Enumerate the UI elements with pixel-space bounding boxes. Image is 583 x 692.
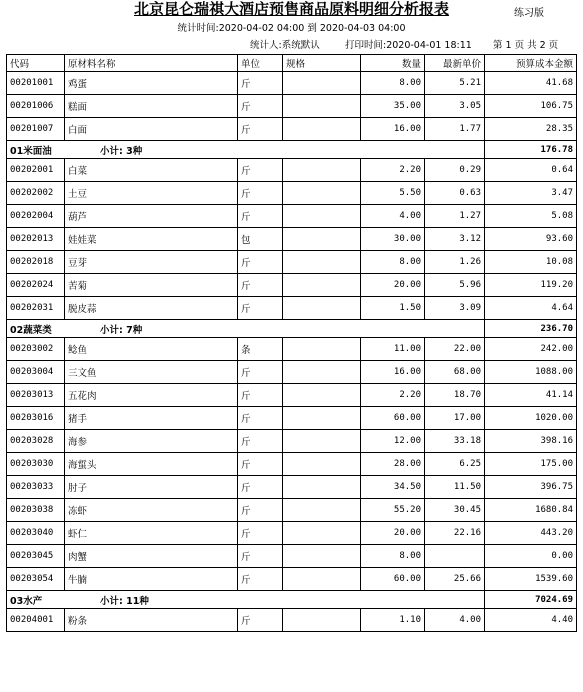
cell-unit: 斤 bbox=[238, 95, 283, 118]
cell-code: 00202013 bbox=[7, 228, 65, 251]
cell-spec bbox=[283, 72, 361, 95]
cell-spec bbox=[283, 568, 361, 591]
cell-qty: 1.50 bbox=[361, 297, 425, 320]
cell-spec bbox=[283, 228, 361, 251]
cell-unit: 斤 bbox=[238, 205, 283, 228]
cell-spec bbox=[283, 338, 361, 361]
cell-code: 00203028 bbox=[7, 430, 65, 453]
table-row bbox=[7, 205, 577, 228]
cell-spec bbox=[283, 545, 361, 568]
cell-amount: 175.00 bbox=[485, 453, 577, 476]
cell-name: 苦菊 bbox=[65, 274, 238, 297]
period-label: 统计时间: bbox=[177, 23, 219, 34]
table-row bbox=[7, 453, 577, 476]
edition-label: 练习版 bbox=[514, 8, 544, 19]
table-row bbox=[7, 118, 577, 141]
cell-unit: 斤 bbox=[238, 361, 283, 384]
subtotal-amount: 176.78 bbox=[485, 141, 577, 159]
cell-price: 22.16 bbox=[425, 522, 485, 545]
report-table bbox=[6, 54, 577, 632]
table-row bbox=[7, 430, 577, 453]
table-row bbox=[7, 476, 577, 499]
cell-price: 1.27 bbox=[425, 205, 485, 228]
cell-spec bbox=[283, 95, 361, 118]
cell-amount: 10.08 bbox=[485, 251, 577, 274]
cell-price: 3.12 bbox=[425, 228, 485, 251]
cell-code: 00203016 bbox=[7, 407, 65, 430]
cell-name: 肘子 bbox=[65, 476, 238, 499]
cell-price: 30.45 bbox=[425, 499, 485, 522]
cell-price: 3.09 bbox=[425, 297, 485, 320]
cell-name: 鲶鱼 bbox=[65, 338, 238, 361]
cell-code: 00203045 bbox=[7, 545, 65, 568]
cell-code: 00201006 bbox=[7, 95, 65, 118]
table-row bbox=[7, 72, 577, 95]
page-info: 第 1 页 共 2 页 bbox=[493, 40, 559, 51]
cell-qty: 8.00 bbox=[361, 251, 425, 274]
cell-spec bbox=[283, 453, 361, 476]
cell-spec bbox=[283, 297, 361, 320]
cell-name: 肉蟹 bbox=[65, 545, 238, 568]
table-row bbox=[7, 568, 577, 591]
cell-code: 00204001 bbox=[7, 609, 65, 632]
cell-unit: 斤 bbox=[238, 159, 283, 182]
cell-amount: 119.20 bbox=[485, 274, 577, 297]
cell-unit: 包 bbox=[238, 228, 283, 251]
cell-code: 00202001 bbox=[7, 159, 65, 182]
cell-name: 虾仁 bbox=[65, 522, 238, 545]
subtotal-amount: 7024.69 bbox=[485, 591, 577, 609]
cell-price: 3.05 bbox=[425, 95, 485, 118]
cell-amount: 3.47 bbox=[485, 182, 577, 205]
cell-name: 鸡蛋 bbox=[65, 72, 238, 95]
cell-unit: 斤 bbox=[238, 476, 283, 499]
cell-price: 4.00 bbox=[425, 609, 485, 632]
subtotal-amount: 236.70 bbox=[485, 320, 577, 338]
cell-qty: 5.50 bbox=[361, 182, 425, 205]
cell-spec bbox=[283, 159, 361, 182]
cell-spec bbox=[283, 499, 361, 522]
cell-amount: 242.00 bbox=[485, 338, 577, 361]
cell-qty: 8.00 bbox=[361, 545, 425, 568]
table-row bbox=[7, 384, 577, 407]
cell-price: 33.18 bbox=[425, 430, 485, 453]
cell-qty: 2.20 bbox=[361, 384, 425, 407]
cell-name: 白菜 bbox=[65, 159, 238, 182]
cell-price bbox=[425, 545, 485, 568]
cell-amount: 4.64 bbox=[485, 297, 577, 320]
cell-amount: 5.08 bbox=[485, 205, 577, 228]
report-period bbox=[0, 20, 583, 34]
cell-name: 白面 bbox=[65, 118, 238, 141]
table-row bbox=[7, 609, 577, 632]
table-row bbox=[7, 338, 577, 361]
table-row bbox=[7, 499, 577, 522]
cell-amount: 0.00 bbox=[485, 545, 577, 568]
cell-spec bbox=[283, 609, 361, 632]
cell-price: 0.29 bbox=[425, 159, 485, 182]
cell-name: 海参 bbox=[65, 430, 238, 453]
period-end: 2020-04-03 04:00 bbox=[319, 23, 406, 34]
subtotal-label bbox=[7, 320, 485, 338]
cell-name: 土豆 bbox=[65, 182, 238, 205]
cell-amount: 1020.00 bbox=[485, 407, 577, 430]
cell-unit: 斤 bbox=[238, 499, 283, 522]
cell-name: 五花肉 bbox=[65, 384, 238, 407]
subtotal-label bbox=[7, 141, 485, 159]
cell-name: 娃娃菜 bbox=[65, 228, 238, 251]
cell-name: 豆芽 bbox=[65, 251, 238, 274]
subtotal-category: 02蔬菜类 bbox=[10, 324, 52, 336]
subtotal-count: 小计: 11种 bbox=[100, 595, 149, 607]
cell-name: 冻虾 bbox=[65, 499, 238, 522]
table-row bbox=[7, 545, 577, 568]
cell-price: 6.25 bbox=[425, 453, 485, 476]
cell-spec bbox=[283, 118, 361, 141]
cell-unit: 斤 bbox=[238, 182, 283, 205]
subtotal-row bbox=[7, 320, 577, 338]
cell-unit: 斤 bbox=[238, 609, 283, 632]
cell-code: 00203054 bbox=[7, 568, 65, 591]
stat-person: 统计人:系统默认 bbox=[250, 40, 320, 51]
cell-amount: 106.75 bbox=[485, 95, 577, 118]
cell-spec bbox=[283, 182, 361, 205]
cell-unit: 斤 bbox=[238, 568, 283, 591]
cell-spec bbox=[283, 522, 361, 545]
table-row bbox=[7, 159, 577, 182]
cell-unit: 斤 bbox=[238, 118, 283, 141]
cell-unit: 斤 bbox=[238, 384, 283, 407]
cell-price: 1.77 bbox=[425, 118, 485, 141]
cell-amount: 0.64 bbox=[485, 159, 577, 182]
cell-code: 00203002 bbox=[7, 338, 65, 361]
col-header-amount: 预算成本金额 bbox=[485, 55, 577, 72]
cell-name: 猪手 bbox=[65, 407, 238, 430]
table-row bbox=[7, 182, 577, 205]
cell-qty: 11.00 bbox=[361, 338, 425, 361]
cell-code: 00203033 bbox=[7, 476, 65, 499]
cell-code: 00203013 bbox=[7, 384, 65, 407]
cell-name: 海蜇头 bbox=[65, 453, 238, 476]
cell-amount: 41.68 bbox=[485, 72, 577, 95]
cell-price: 0.63 bbox=[425, 182, 485, 205]
cell-amount: 398.16 bbox=[485, 430, 577, 453]
cell-price: 5.96 bbox=[425, 274, 485, 297]
cell-qty: 8.00 bbox=[361, 72, 425, 95]
table-row bbox=[7, 522, 577, 545]
cell-price: 5.21 bbox=[425, 72, 485, 95]
cell-code: 00201007 bbox=[7, 118, 65, 141]
cell-name: 牛腩 bbox=[65, 568, 238, 591]
col-header-spec: 规格 bbox=[283, 55, 361, 72]
subtotal-row bbox=[7, 591, 577, 609]
col-header-code: 代码 bbox=[7, 55, 65, 72]
table-header-row bbox=[7, 55, 577, 72]
table-row bbox=[7, 361, 577, 384]
cell-code: 00202018 bbox=[7, 251, 65, 274]
subtotal-category: 01米面油 bbox=[10, 145, 52, 157]
col-header-name: 原材料名称 bbox=[65, 55, 238, 72]
cell-amount: 28.35 bbox=[485, 118, 577, 141]
table-row bbox=[7, 297, 577, 320]
cell-price: 18.70 bbox=[425, 384, 485, 407]
cell-qty: 34.50 bbox=[361, 476, 425, 499]
cell-qty: 30.00 bbox=[361, 228, 425, 251]
cell-code: 00202002 bbox=[7, 182, 65, 205]
cell-qty: 55.20 bbox=[361, 499, 425, 522]
cell-spec bbox=[283, 407, 361, 430]
cell-qty: 16.00 bbox=[361, 361, 425, 384]
cell-qty: 4.00 bbox=[361, 205, 425, 228]
cell-qty: 1.10 bbox=[361, 609, 425, 632]
cell-qty: 35.00 bbox=[361, 95, 425, 118]
cell-spec bbox=[283, 384, 361, 407]
cell-spec bbox=[283, 361, 361, 384]
cell-name: 三文鱼 bbox=[65, 361, 238, 384]
subtotal-label bbox=[7, 591, 485, 609]
cell-unit: 斤 bbox=[238, 72, 283, 95]
print-time: 打印时间:2020-04-01 18:11 bbox=[345, 40, 472, 51]
cell-unit: 斤 bbox=[238, 407, 283, 430]
table-body bbox=[7, 72, 577, 632]
cell-qty: 28.00 bbox=[361, 453, 425, 476]
cell-code: 00203038 bbox=[7, 499, 65, 522]
cell-unit: 斤 bbox=[238, 430, 283, 453]
cell-price: 25.66 bbox=[425, 568, 485, 591]
table-row bbox=[7, 407, 577, 430]
cell-code: 00202004 bbox=[7, 205, 65, 228]
table-row bbox=[7, 228, 577, 251]
cell-amount: 1539.60 bbox=[485, 568, 577, 591]
cell-code: 00203040 bbox=[7, 522, 65, 545]
cell-unit: 斤 bbox=[238, 297, 283, 320]
cell-amount: 41.14 bbox=[485, 384, 577, 407]
cell-qty: 2.20 bbox=[361, 159, 425, 182]
table-row bbox=[7, 95, 577, 118]
subtotal-count: 小计: 3种 bbox=[100, 145, 143, 157]
cell-amount: 1088.00 bbox=[485, 361, 577, 384]
col-header-unit: 单位 bbox=[238, 55, 283, 72]
cell-code: 00203004 bbox=[7, 361, 65, 384]
cell-spec bbox=[283, 476, 361, 499]
cell-amount: 4.40 bbox=[485, 609, 577, 632]
cell-code: 00203030 bbox=[7, 453, 65, 476]
cell-name: 粉条 bbox=[65, 609, 238, 632]
cell-spec bbox=[283, 205, 361, 228]
table-row bbox=[7, 251, 577, 274]
cell-code: 00201001 bbox=[7, 72, 65, 95]
table-row bbox=[7, 274, 577, 297]
subtotal-row bbox=[7, 141, 577, 159]
cell-amount: 443.20 bbox=[485, 522, 577, 545]
subtotal-count: 小计: 7种 bbox=[100, 324, 143, 336]
cell-price: 17.00 bbox=[425, 407, 485, 430]
cell-price: 11.50 bbox=[425, 476, 485, 499]
cell-price: 22.00 bbox=[425, 338, 485, 361]
cell-code: 00202031 bbox=[7, 297, 65, 320]
cell-amount: 93.60 bbox=[485, 228, 577, 251]
cell-name: 葫芦 bbox=[65, 205, 238, 228]
period-to: 到 bbox=[307, 23, 317, 34]
cell-qty: 20.00 bbox=[361, 274, 425, 297]
cell-spec bbox=[283, 251, 361, 274]
cell-unit: 条 bbox=[238, 338, 283, 361]
period-start: 2020-04-02 04:00 bbox=[218, 23, 305, 34]
cell-spec bbox=[283, 274, 361, 297]
cell-price: 68.00 bbox=[425, 361, 485, 384]
cell-code: 00202024 bbox=[7, 274, 65, 297]
cell-unit: 斤 bbox=[238, 453, 283, 476]
cell-amount: 396.75 bbox=[485, 476, 577, 499]
cell-qty: 16.00 bbox=[361, 118, 425, 141]
cell-qty: 60.00 bbox=[361, 407, 425, 430]
cell-qty: 20.00 bbox=[361, 522, 425, 545]
cell-qty: 12.00 bbox=[361, 430, 425, 453]
cell-unit: 斤 bbox=[238, 274, 283, 297]
cell-spec bbox=[283, 430, 361, 453]
cell-name: 脱皮蒜 bbox=[65, 297, 238, 320]
cell-unit: 斤 bbox=[238, 522, 283, 545]
cell-price: 1.26 bbox=[425, 251, 485, 274]
cell-amount: 1680.84 bbox=[485, 499, 577, 522]
col-header-price: 最新单价 bbox=[425, 55, 485, 72]
cell-unit: 斤 bbox=[238, 545, 283, 568]
cell-name: 糕面 bbox=[65, 95, 238, 118]
cell-qty: 60.00 bbox=[361, 568, 425, 591]
report-title: 北京昆仑瑞祺大酒店预售商品原料明细分析报表 bbox=[133, 0, 449, 18]
subtotal-category: 03水产 bbox=[10, 595, 43, 607]
col-header-qty: 数量 bbox=[361, 55, 425, 72]
cell-unit: 斤 bbox=[238, 251, 283, 274]
